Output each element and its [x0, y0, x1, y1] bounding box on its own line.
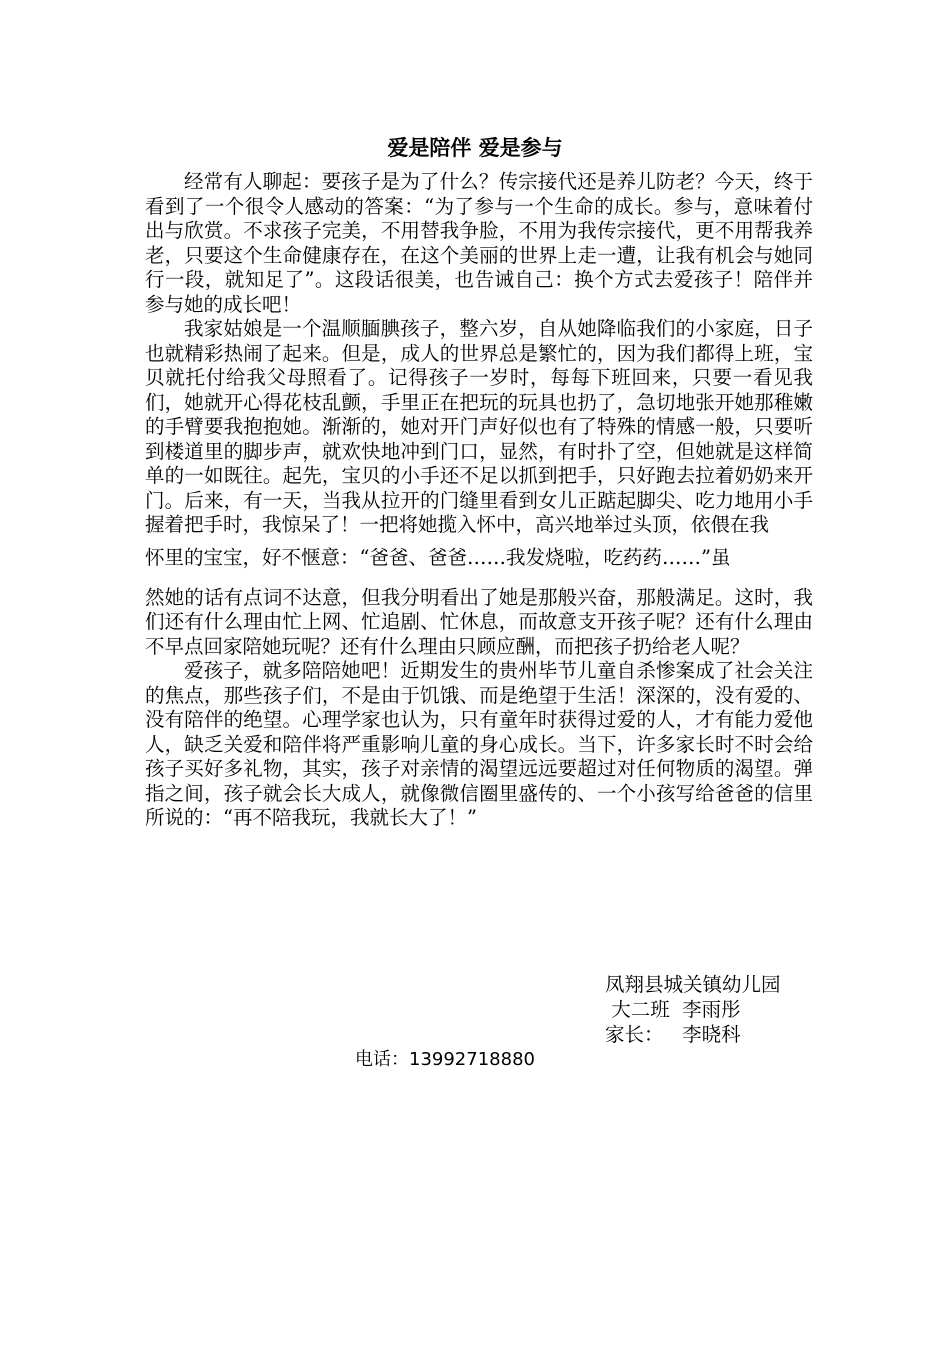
- paragraph-3: 爱孩子，就多陪陪她吧！近期发生的贵州毕节儿童自杀惨案成了社会关注的焦点，那些孩子们，不是由于饥饿、而是绝望于生活！深深的，没有爱的、没有陪伴的绝望。心理学家也认为，只有童年时获得过爱的人，才有能力爱他人，缺乏关爱和陪伴将严重影响儿童的身心成长。当下，许多家长时不时会给孩子买好多礼物，其实，孩子对亲情的渴望远远要超过对任何物质的渴望。弹指之间，孩子就会长大成人，就像微信圈里盛传的、一个小孩写给爸爸的信里所说的：“再不陪我玩，我就长大了！”: [145, 659, 813, 829]
- document-title: 爱是陪伴 爱是参与: [387, 136, 563, 160]
- paragraph-2-continuation-a: 怀里的宝宝，好不惬意：“爸爸、爸爸……我发烧啦，吃药药……”虽: [145, 545, 731, 569]
- phone-number: 电话：13992718880: [355, 1049, 535, 1070]
- signature-block: [605, 972, 781, 1047]
- signature-parent: 家长： 李晓科: [605, 1023, 741, 1046]
- signature-school: 凤翔县城关镇幼儿园: [605, 973, 781, 996]
- signature-class-student: 大二班 李雨彤: [605, 998, 741, 1021]
- paragraph-1: 经常有人聊起：要孩子是为了什么？传宗接代还是养儿防老？今天，终于看到了一个很令人感动的答案：“为了参与一个生命的成长。参与，意味着付出与欣赏。不求孩子完美，不用替我争脸，不用为我传宗接代，更不用帮我养老，只要这个生命健康存在，在这个美丽的世界上走一遭，让我有机会与她同行一段，就知足了”。这段话很美，也告诫自己：换个方式去爱孩子！陪伴并参与她的成长吧！: [145, 170, 813, 316]
- paragraph-2-continuation-b: 然她的话有点词不达意，但我分明看出了她是那般兴奋，那般满足。这时，我们还有什么理由忙上网、忙追剧、忙休息，而故意支开孩子呢？还有什么理由不早点回家陪她玩呢？还有什么理由只顾应酬，而把孩子扔给老人呢？: [145, 585, 813, 658]
- paragraph-2: 我家姑娘是一个温顺腼腆孩子，整六岁，自从她降临我们的小家庭，日子也就精彩热闹了起来。但是，成人的世界总是繁忙的，因为我们都得上班，宝贝就托付给我父母照看了。记得孩子一岁时，每每下班回来，只要一看见我们，她就开心得花枝乱颤，手里正在把玩的玩具也扔了，急切地张开她那稚嫩的手臂要我抱抱她。渐渐的，她对开门声好似也有了特殊的情感一般，只要听到楼道里的脚步声，就欢快地冲到门口，显然，有时扑了空，但她就是这样简单的一如既往。起先，宝贝的小手还不足以抓到把手，只好跑去拉着奶奶来开门。后来，有一天，当我从拉开的门缝里看到女儿正踮起脚尖、吃力地用小手握着把手时，我惊呆了！一把将她揽入怀中，高兴地举过头顶，依偎在我: [145, 317, 813, 536]
- document-body: [145, 170, 813, 831]
